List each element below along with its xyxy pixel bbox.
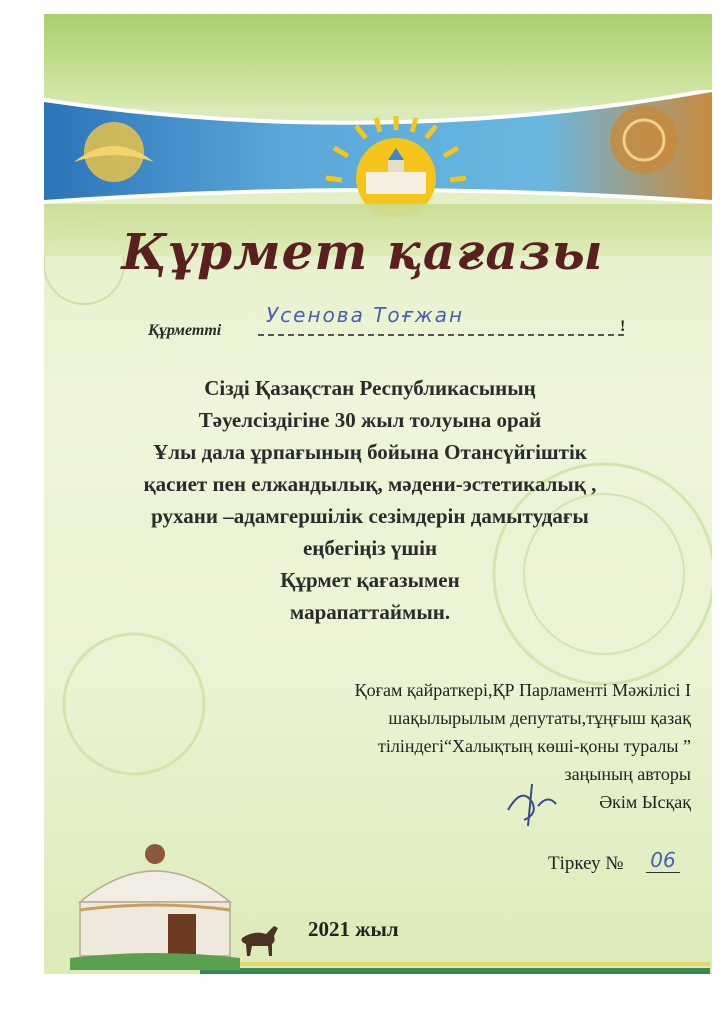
award-line: еңбегіңіз үшін	[302, 536, 438, 560]
bottom-border-gold	[200, 962, 710, 966]
registration-number: 06	[646, 848, 680, 873]
award-text	[70, 372, 670, 628]
signatory-block	[221, 676, 691, 816]
signatory-line: тіліндегі“Халықтың көші-қоны туралы ”	[378, 736, 691, 756]
award-line: Ұлы дала ұрпағының бойына Отансүйгіштік	[153, 440, 587, 464]
signature-scribble	[502, 780, 562, 830]
signatory-name: Әкім Ысқақ	[599, 792, 691, 812]
salutation-label: Құрметті	[148, 322, 222, 339]
yurt-illustration	[70, 840, 240, 970]
award-line: рухани –адамгершілік сезімдерін дамытудағы	[151, 504, 589, 528]
award-line: Құрмет қағазымен	[280, 568, 460, 592]
award-line: марапаттаймын.	[289, 600, 451, 624]
registration-label: Тіркеу №	[548, 853, 624, 874]
signatory-line: шақылырылым депутаты,тұңғыш қазақ	[388, 708, 691, 728]
bottom-border	[200, 968, 710, 974]
award-line: Сізді Қазақстан Республикасының	[204, 376, 536, 400]
recipient-name: Усенова Тоғжан	[266, 303, 465, 327]
award-line: Тәуелсіздігіне 30 жыл толуына орай	[198, 408, 542, 432]
year-label: 2021 жыл	[308, 917, 399, 941]
award-line: қасиет пен елжандылық, мәдени-эстетикалық ,	[143, 472, 597, 496]
signatory-line: заңының авторы	[564, 764, 691, 784]
signatory-line: Қоғам қайраткері,ҚР Парламенті Мәжілісі I	[354, 680, 691, 700]
header-banner	[44, 90, 712, 218]
certificate-title: Құрмет қағазы	[121, 222, 604, 281]
salutation-end: !	[620, 318, 626, 335]
horse-icon	[236, 920, 286, 960]
